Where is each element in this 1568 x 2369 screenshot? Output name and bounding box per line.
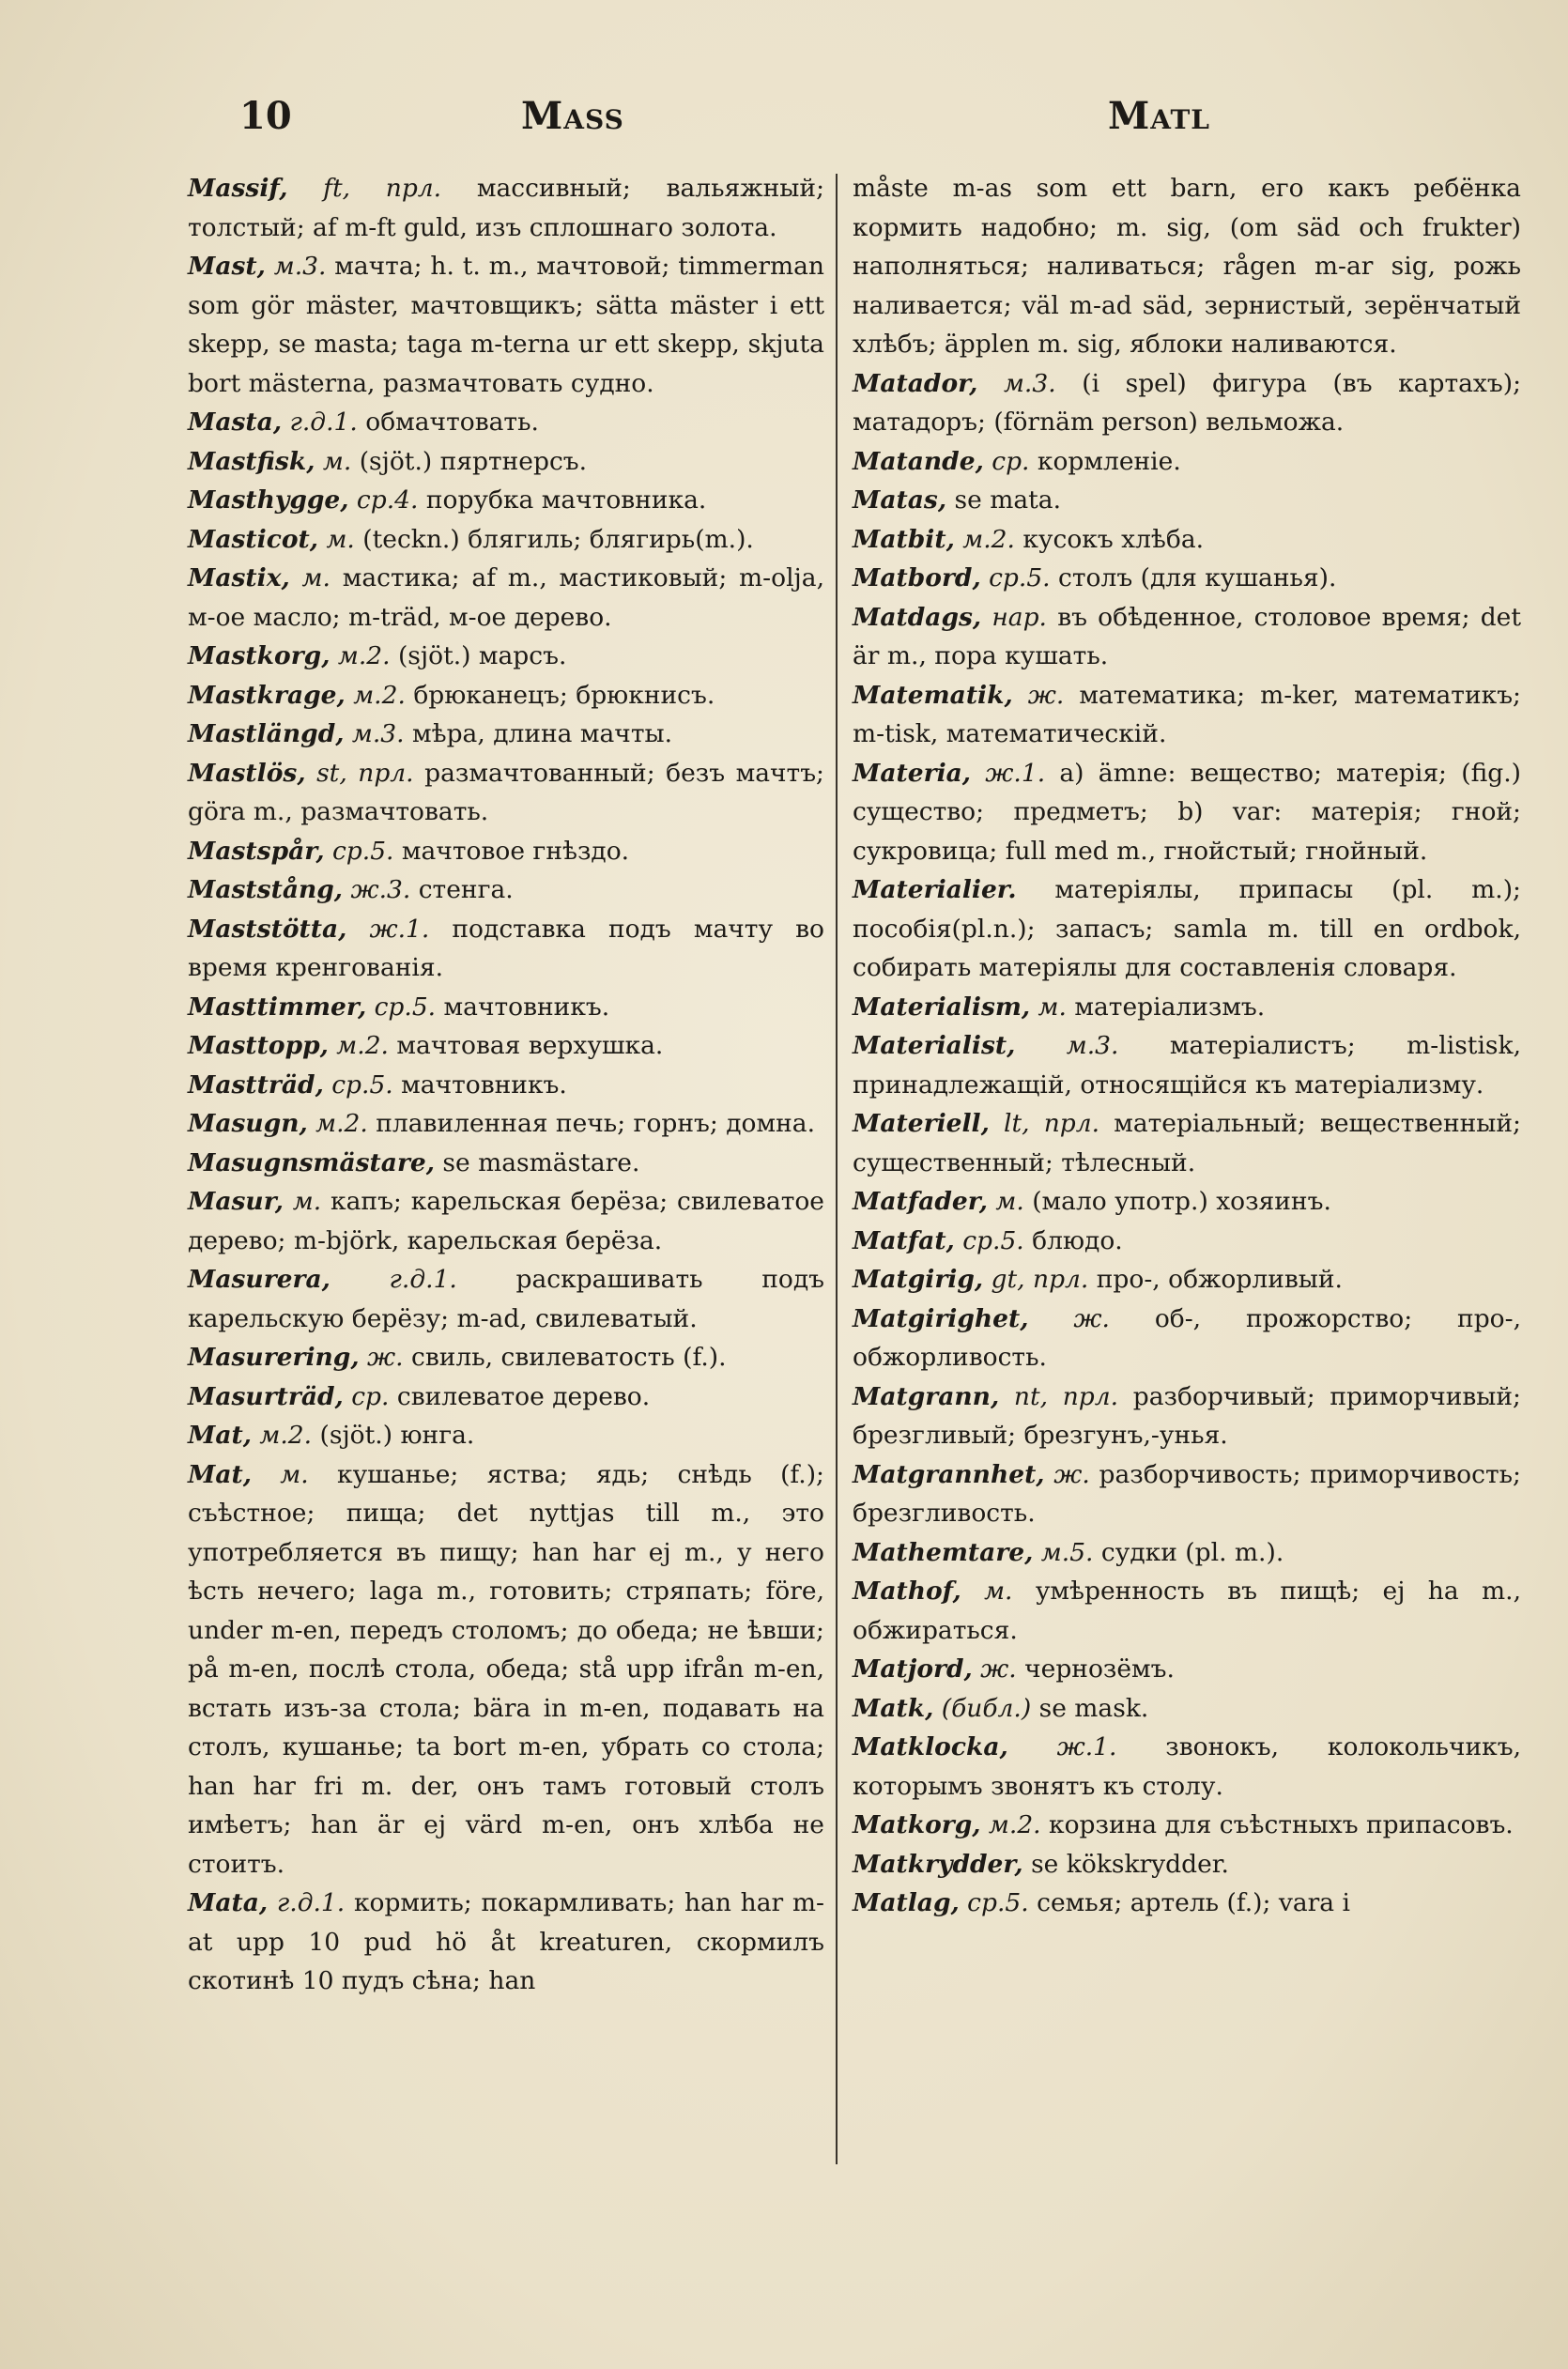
entry-headword: Mastkrage, — [188, 680, 346, 710]
dictionary-entry — [188, 637, 824, 676]
entry-grammar: ж.1. — [346, 914, 430, 944]
entry-grammar: ср.5. — [324, 836, 394, 866]
entry-definition: брюканецъ; брюкнисъ. — [405, 680, 715, 710]
entry-grammar: м.3. — [977, 368, 1056, 398]
dictionary-entry — [853, 1222, 1521, 1261]
entry-definition: капъ; карельская берёза; свилеватое дерево; m-björk, карельская берёза. — [188, 1187, 824, 1255]
dictionary-entry — [188, 442, 824, 482]
entry-grammar: (библ.) — [933, 1693, 1032, 1723]
entry-definition: чернозёмъ. — [1016, 1654, 1175, 1684]
entry-definition: (teckn.) блягиль; блягирь(m.). — [354, 524, 754, 554]
entry-headword: Mastfisk, — [188, 446, 315, 476]
dictionary-entry — [853, 1806, 1521, 1845]
guide-word-right: Matl — [1108, 94, 1210, 138]
dictionary-entry — [853, 1455, 1521, 1533]
entry-grammar: м.2. — [330, 641, 391, 670]
entry-grammar: м.2. — [345, 680, 406, 710]
entry-headword: Matador, — [853, 368, 978, 398]
entry-headword: Matjord, — [853, 1654, 973, 1684]
entry-headword: Matklocka, — [853, 1732, 1008, 1761]
entry-headword: Mastix, — [188, 563, 290, 592]
dictionary-entry — [853, 169, 1521, 364]
dictionary-entry — [188, 1338, 824, 1377]
entry-grammar: м. — [251, 1459, 309, 1489]
page-header — [0, 94, 1568, 150]
entry-grammar: ср.5. — [323, 1069, 393, 1100]
entry-definition: матеріализмъ. — [1066, 992, 1266, 1022]
entry-headword: Materialier. — [853, 875, 1017, 904]
entry-definition: a) ämne: вещество; матерія; (fig.) существо; предметъ; b) var: матерія; гной; сукровица; full med m., гнойстый; гнойный. — [853, 758, 1521, 866]
dictionary-entry — [188, 870, 824, 910]
entry-headword: Matkrydder, — [853, 1849, 1023, 1879]
entry-definition: свиль, свилеватость (f.). — [403, 1343, 727, 1372]
entry-headword: Matgirighet, — [853, 1303, 1029, 1333]
entry-headword: Matbord, — [853, 563, 981, 592]
entry-definition: se mata. — [946, 485, 1061, 515]
entry-grammar: м. — [318, 524, 355, 554]
entry-grammar: st, прл. — [305, 758, 414, 788]
entry-definition: кушанье; яства; ядь; снѣдь (f.); съѣстное; пища; det nyttjas till m., это употребляется въ пищу; han har ej m., у него ѣсть нечего; laga m., готовить; стряпать; före, under m-en, передъ столомъ; до обеда; не ѣвши; på m-en, послѣ стола, обеда; stå upp ifrån m-en, встать изъ-за стола; bära in m-en, подавать на столъ, кушанье; ta bort m-en, убрать со стола; han har fri m. der, онъ тамъ готовый столъ имѣетъ; han är ej värd m-en, онъ хлѣба не стоитъ. — [188, 1459, 824, 1879]
entry-grammar: м. — [1030, 992, 1067, 1022]
entry-headword: Matk, — [853, 1693, 934, 1723]
dictionary-entry — [853, 1533, 1521, 1573]
entry-headword: Masurering, — [188, 1343, 360, 1372]
entry-headword: Mastträd, — [188, 1069, 324, 1100]
entry-headword: Mathemtare, — [853, 1537, 1034, 1567]
entry-headword: Matgirig, — [853, 1265, 984, 1294]
dictionary-entry — [853, 481, 1521, 520]
entry-definition: кормить; покармливать; han har m-at upp 10 pud hö åt kreaturen, скормилъ скотинѣ 10 пудъ сѣна; han — [188, 1888, 824, 1995]
entry-grammar: м. — [987, 1187, 1024, 1216]
dictionary-entry — [188, 559, 824, 637]
entry-definition: разборчивость; приморчивость; брезгливость. — [853, 1459, 1521, 1528]
dictionary-entry — [853, 1884, 1521, 1923]
dictionary-entry — [853, 442, 1521, 482]
entry-grammar: м. — [961, 1577, 1013, 1606]
entry-grammar: ср.5. — [959, 1888, 1029, 1917]
entry-grammar: г.д.1. — [282, 408, 358, 437]
dictionary-entry — [188, 1416, 824, 1455]
entry-definition: свилеватое дерево. — [389, 1381, 651, 1411]
entry-headword: Masugn, — [188, 1109, 308, 1138]
entry-headword: Mastlös, — [188, 758, 306, 788]
entry-headword: Mastkorg, — [188, 641, 331, 670]
entry-headword: Masurträd, — [188, 1381, 344, 1411]
dictionary-entry — [188, 832, 824, 871]
entry-headword: Materia, — [853, 758, 972, 788]
entry-definition: порубка мачтовника. — [418, 485, 707, 515]
entry-headword: Masur, — [188, 1187, 284, 1216]
entry-headword: Masurera, — [188, 1265, 331, 1294]
entry-headword: Mast, — [188, 252, 266, 281]
dictionary-entry — [853, 1377, 1521, 1455]
entry-headword: Mat, — [188, 1459, 252, 1489]
entry-headword: Maststång, — [188, 875, 344, 904]
entry-definition: плавиленная печь; горнъ; домна. — [367, 1109, 815, 1138]
entry-definition: массивный; вальяжный; толстый; af m-ft guld, изъ сплошнаго золота. — [188, 174, 824, 242]
entry-grammar: м.2. — [307, 1109, 368, 1138]
entry-definition: столъ (для кушанья). — [1050, 563, 1337, 592]
entry-grammar: м. — [315, 446, 352, 476]
entry-definition: se kökskrydder. — [1022, 1849, 1229, 1879]
entry-headword: Masttimmer, — [188, 992, 367, 1022]
entry-grammar: нар. — [981, 602, 1047, 632]
entry-grammar: ср. — [983, 446, 1030, 476]
entry-definition: måste m-as som ett barn, его какъ ребёнка кормить надобно; m. sig, (om säd och frukter) наполняться; наливаться; rågen m-ar sig, рожь наливается; väl m-ad säd, зернистый, зерёнчатый хлѣбъ; äpplen m. sig, яблоки наливаются. — [853, 174, 1521, 359]
entry-grammar: ср.5. — [954, 1225, 1024, 1255]
dictionary-entry — [853, 870, 1521, 988]
dictionary-entry — [853, 598, 1521, 676]
entry-definition: (мало употр.) хозяинъ. — [1023, 1187, 1331, 1216]
page-number: 10 — [239, 94, 292, 138]
entry-headword: Matdags, — [853, 602, 982, 632]
entry-headword: Matas, — [853, 485, 947, 515]
entry-definition: корзина для съѣстныхъ припасовъ. — [1040, 1810, 1514, 1839]
entry-headword: Massif, — [188, 174, 288, 203]
dictionary-entry — [853, 676, 1521, 754]
dictionary-entry — [188, 169, 824, 247]
entry-definition: кормленіе. — [1029, 446, 1181, 476]
entry-definition: матеріальный; вещественный; существенный; тѣлесный. — [853, 1109, 1521, 1177]
dictionary-entry — [188, 1455, 824, 1884]
dictionary-entry — [853, 1104, 1521, 1182]
dictionary-entry — [188, 1182, 824, 1260]
entry-definition: подставка подъ мачту во время кренгованія. — [188, 914, 824, 982]
entry-headword: Matlag, — [853, 1888, 960, 1917]
dictionary-entry — [853, 1689, 1521, 1729]
entry-grammar: м. — [289, 563, 331, 592]
entry-grammar: ж.3. — [343, 875, 411, 904]
entry-definition: (i spel) фигура (въ картахъ); матадоръ; (förnäm person) вельможа. — [853, 368, 1522, 437]
entry-headword: Maststötta, — [188, 914, 347, 944]
dictionary-entry — [188, 247, 824, 403]
dictionary-entry — [853, 520, 1521, 560]
entry-definition: матеріялы, припасы (pl. m.); пособія(pl.n.); запасъ; samla m. till en ordbok, собирать матеріялы для составленія словаря. — [853, 875, 1521, 982]
entry-grammar: м.3. — [265, 252, 327, 281]
entry-headword: Matbit, — [853, 524, 955, 554]
entry-definition: разборчивый; приморчивый; брезгливый; брезгунъ,-унья. — [853, 1381, 1521, 1450]
entry-headword: Mathof, — [853, 1577, 961, 1606]
entry-definition: обмачтовать. — [357, 408, 539, 437]
entry-definition: умѣренность въ пищѣ; ej ha m., обжираться. — [853, 1577, 1521, 1645]
entry-definition: семья; артель (f.); vara i — [1028, 1888, 1350, 1917]
dictionary-entry — [188, 910, 824, 988]
entry-grammar: lt, прл. — [989, 1109, 1100, 1138]
entry-grammar: м.5. — [1033, 1537, 1094, 1567]
entry-grammar: ft, прл. — [287, 174, 442, 203]
column-divider — [836, 174, 838, 2164]
dictionary-entry — [853, 988, 1521, 1027]
entry-headword: Materiell, — [853, 1109, 990, 1138]
dictionary-entry — [188, 1104, 824, 1144]
dictionary-entry — [188, 1260, 824, 1338]
dictionary-entry — [853, 1650, 1521, 1689]
entry-definition: (sjöt.) пяртнерсъ. — [351, 446, 588, 476]
entry-definition: мачта; h. t. m., мачтовой; timmerman som gör mäster, мачтовщикъ; sätta mäster i ett skepp, se masta; taga m-terna ur ett skepp, skjuta bort mästerna, размачтовать судно. — [188, 252, 824, 398]
entry-grammar: ср.5. — [366, 992, 437, 1022]
entry-headword: Masthygge, — [188, 485, 349, 515]
entry-headword: Mastspår, — [188, 836, 325, 866]
entry-grammar: м.3. — [344, 719, 405, 748]
entry-definition: мѣра, длина мачты. — [404, 719, 672, 748]
entry-headword: Mastlängd, — [188, 719, 345, 748]
entry-definition: мачтовая верхушка. — [388, 1031, 664, 1060]
dictionary-entry — [853, 1026, 1521, 1104]
entry-grammar: м.2. — [980, 1810, 1041, 1839]
dictionary-entry — [188, 754, 824, 832]
entry-grammar: ж. — [972, 1654, 1017, 1684]
entry-grammar: ж. — [359, 1343, 404, 1372]
entry-definition: se masmästare. — [435, 1147, 640, 1177]
entry-grammar: м.2. — [328, 1031, 389, 1060]
entry-headword: Matfader, — [853, 1187, 988, 1216]
entry-definition: кусокъ хлѣба. — [1014, 524, 1205, 554]
entry-grammar: ж.1. — [971, 758, 1046, 788]
dictionary-entry — [188, 1144, 824, 1183]
dictionary-entry — [188, 988, 824, 1027]
entry-definition: про-, обжорливый. — [1088, 1265, 1343, 1294]
entry-headword: Mat, — [188, 1421, 252, 1450]
entry-definition: блюдо. — [1023, 1225, 1123, 1255]
entry-grammar: м.2. — [251, 1421, 313, 1450]
dictionary-entry — [188, 481, 824, 520]
entry-grammar: ж. — [1012, 680, 1065, 710]
entry-grammar: г.д.1. — [268, 1888, 346, 1917]
entry-headword: Masta, — [188, 408, 283, 437]
dictionary-entry — [853, 1572, 1521, 1650]
entry-definition: мастика; af m., мастиковый; m-olja, м-ое масло; m-träd, м-ое дерево. — [188, 563, 824, 632]
entry-definition: судки (pl. m.). — [1093, 1537, 1284, 1567]
dictionary-entry — [853, 754, 1521, 871]
dictionary-entry — [853, 559, 1521, 598]
entry-headword: Masugnsmästare, — [188, 1147, 435, 1177]
entry-grammar: ж. — [1028, 1303, 1110, 1333]
left-column — [188, 169, 824, 2329]
dictionary-entry — [188, 403, 824, 442]
entry-grammar: м. — [283, 1187, 322, 1216]
guide-word-left: Mass — [521, 94, 624, 138]
dictionary-entry — [188, 1066, 824, 1105]
dictionary-entry — [853, 1845, 1521, 1884]
entry-definition: (sjöt.) марсъ. — [390, 641, 567, 670]
entry-definition: мачтовникъ. — [436, 992, 610, 1022]
entry-grammar: nt, прл. — [999, 1381, 1119, 1411]
entry-definition: математика; m-ker, математикъ; m-tisk, математическій. — [853, 680, 1521, 748]
dictionary-entry — [188, 520, 824, 560]
entry-definition: se mask. — [1031, 1693, 1149, 1723]
dictionary-entry — [853, 1182, 1521, 1222]
entry-definition: (sjöt.) юнга. — [312, 1421, 475, 1450]
entry-grammar: м.2. — [954, 524, 1015, 554]
entry-headword: Materialist, — [853, 1031, 1016, 1060]
entry-grammar: м.3. — [1015, 1031, 1119, 1060]
entry-headword: Matkorg, — [853, 1810, 981, 1839]
entry-definition: матеріалистъ; m-listisk, принадлежащій, относящійся къ матеріализму. — [853, 1031, 1521, 1100]
entry-definition: звонокъ, колокольчикъ, которымъ звонятъ къ столу. — [853, 1732, 1521, 1801]
dictionary-entry — [853, 364, 1521, 442]
dictionary-entry — [853, 1728, 1521, 1806]
right-column — [853, 169, 1521, 2329]
entry-definition: мачтовникъ. — [392, 1069, 567, 1100]
dictionary-entry — [853, 1260, 1521, 1300]
entry-headword: Matfat, — [853, 1225, 955, 1255]
entry-definition: об-, прожорство; про-, обжорливость. — [853, 1303, 1521, 1372]
entry-definition: стенга. — [410, 875, 514, 904]
entry-grammar: ж. — [1044, 1459, 1090, 1489]
entry-definition: раскрашивать подъ карельскую берёзу; m-ad, свилеватый. — [188, 1265, 824, 1333]
entry-grammar: ср. — [343, 1381, 390, 1411]
dictionary-entry — [853, 1300, 1521, 1377]
entry-headword: Masticot, — [188, 524, 319, 554]
entry-headword: Matande, — [853, 446, 984, 476]
entry-headword: Materialism, — [853, 992, 1031, 1022]
entry-grammar: ж.1. — [1007, 1732, 1117, 1761]
entry-headword: Mata, — [188, 1888, 269, 1917]
dictionary-entry — [188, 1884, 824, 2001]
entry-headword: Masttopp, — [188, 1031, 329, 1060]
entry-grammar: г.д.1. — [330, 1265, 457, 1294]
entry-definition: въ обѣденное, столовое время; det är m., пора кушать. — [853, 602, 1521, 670]
dictionary-entry — [188, 1026, 824, 1066]
entry-grammar: ср.5. — [980, 563, 1051, 592]
entry-headword: Matgrann, — [853, 1381, 1000, 1411]
entry-definition: размачтованный; безъ мачтъ; göra m., размачтовать. — [188, 758, 824, 826]
dictionary-entry — [188, 715, 824, 754]
entry-definition: мачтовое гнѣздо. — [393, 836, 630, 866]
entry-headword: Matematik, — [853, 680, 1013, 710]
entry-grammar: gt, прл. — [983, 1265, 1089, 1294]
entry-headword: Matgrannhet, — [853, 1459, 1045, 1489]
dictionary-entry — [188, 1377, 824, 1417]
entry-grammar: ср.4. — [348, 485, 419, 515]
dictionary-entry — [188, 676, 824, 715]
